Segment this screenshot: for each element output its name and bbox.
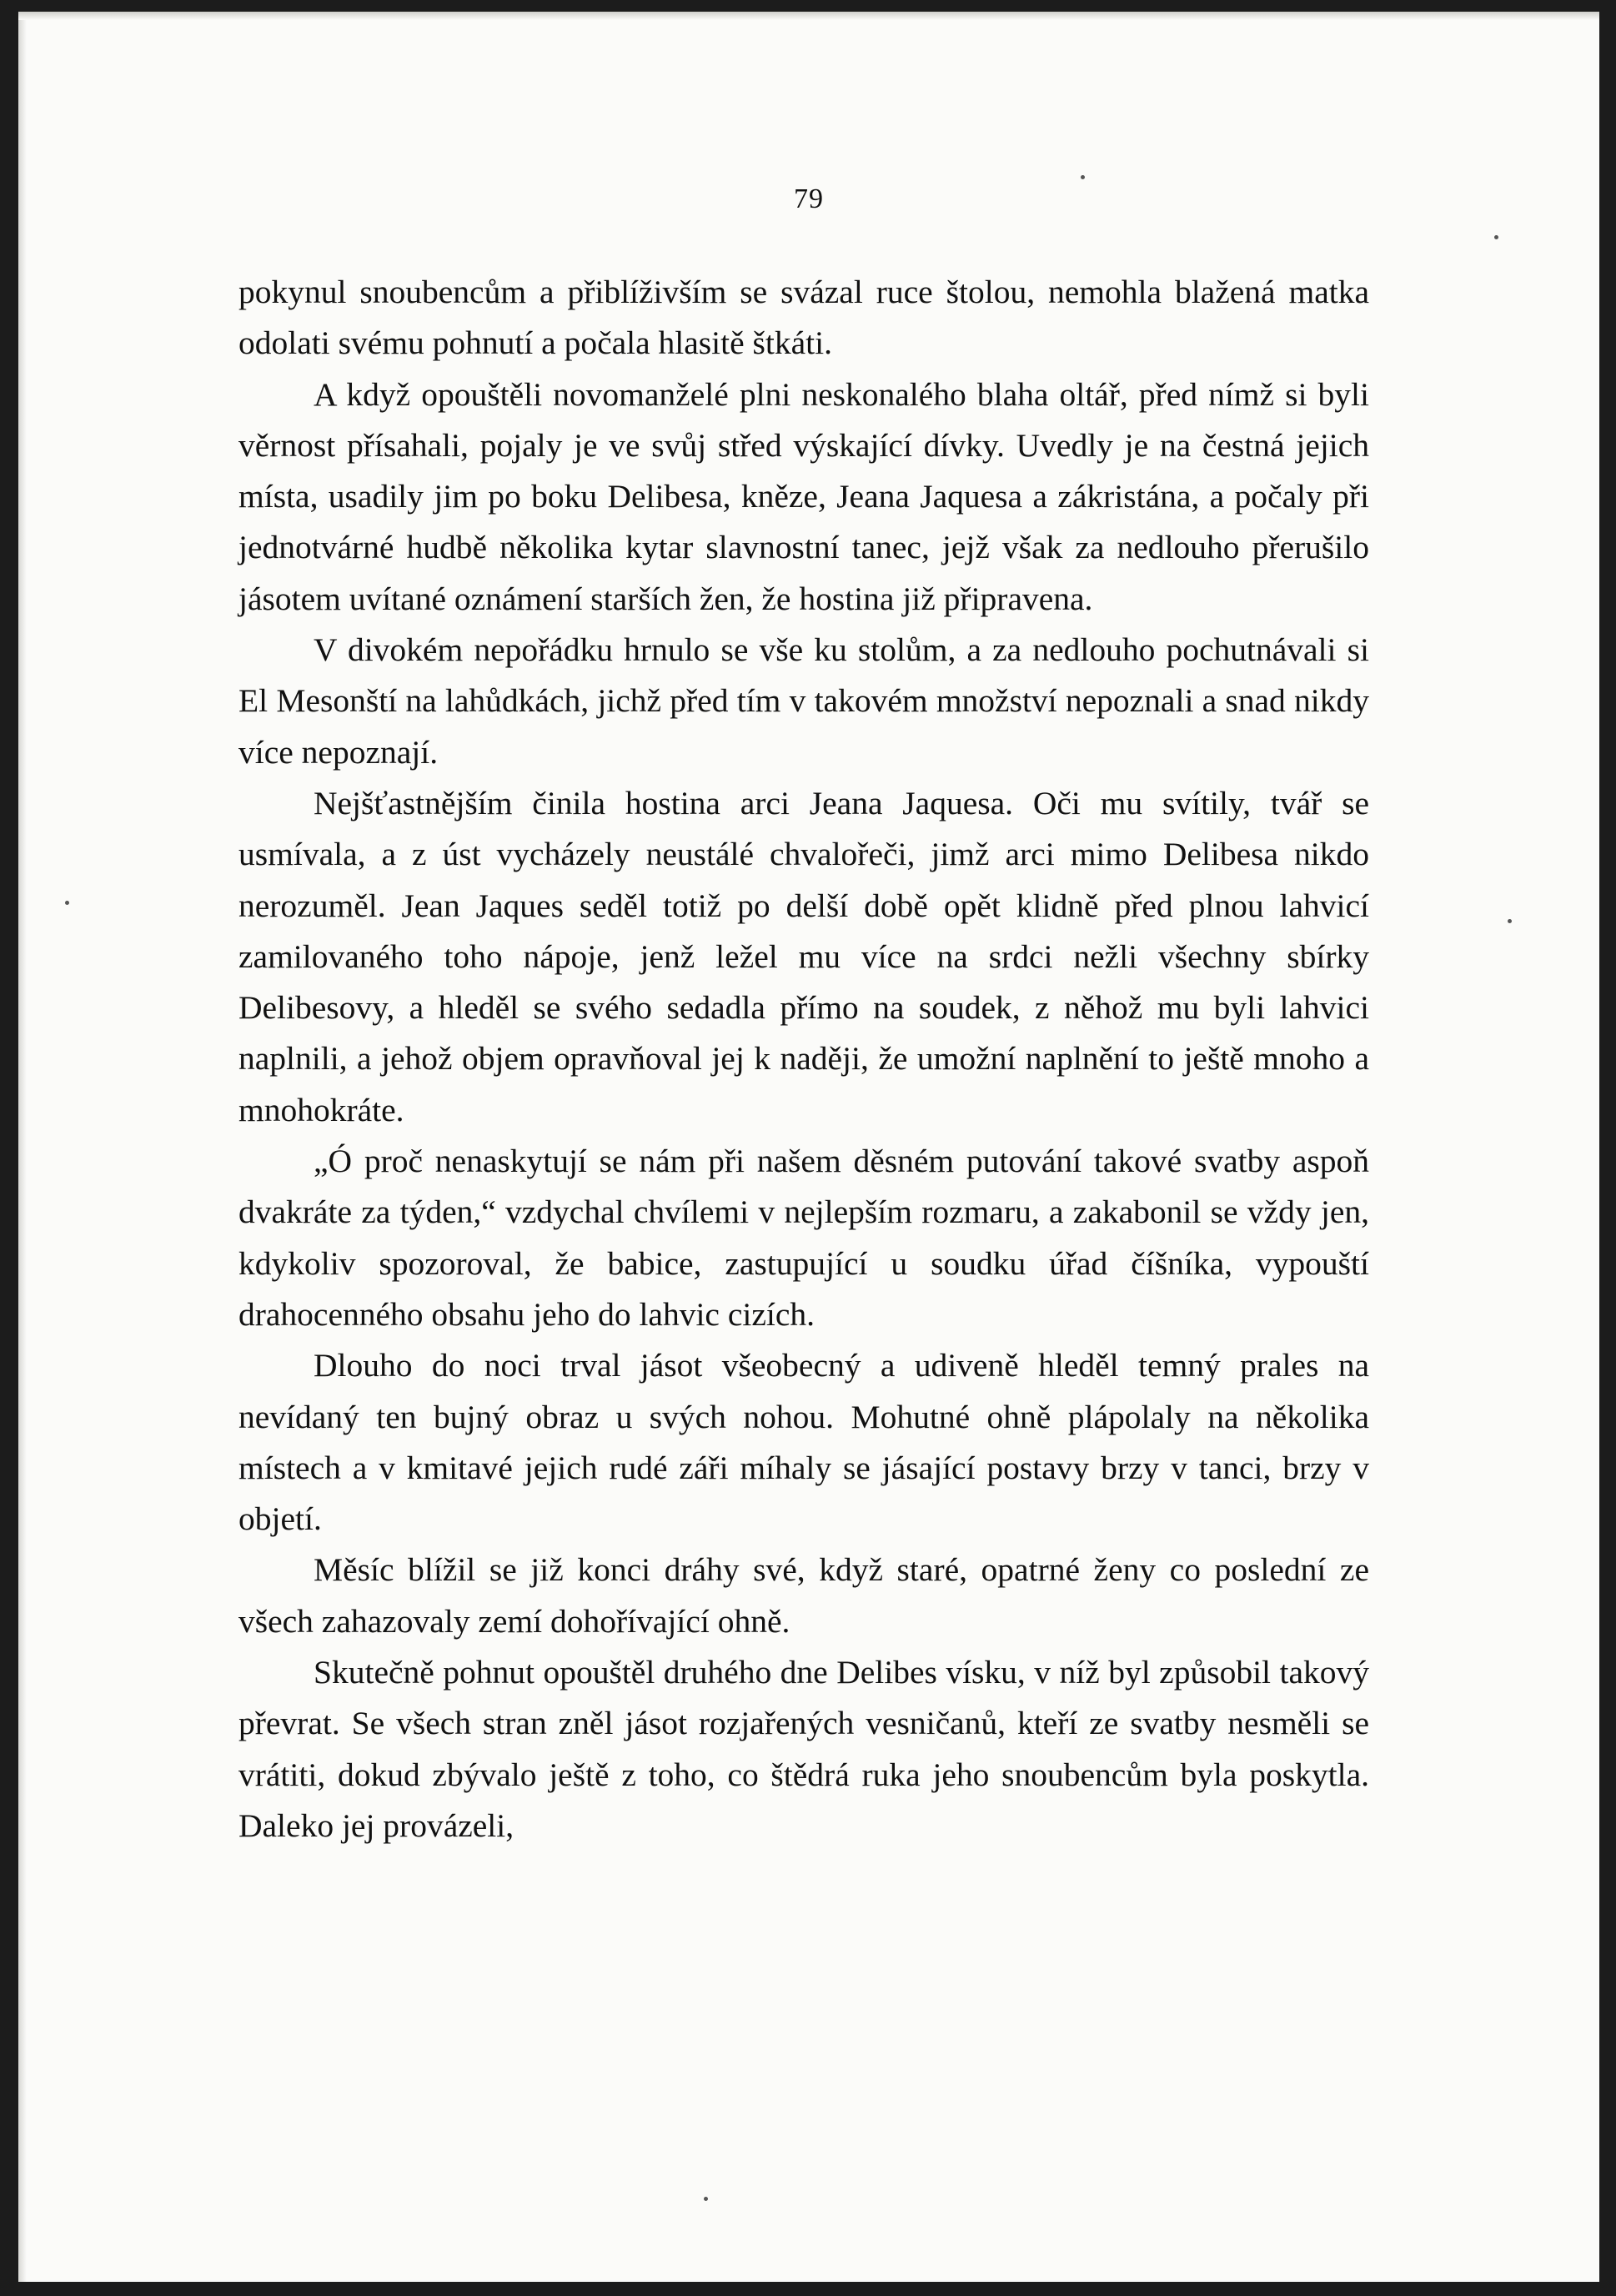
page-shadow-left [18, 12, 27, 2282]
paragraph: V divokém nepořádku hrnulo se vše ku stolům, a za nedlouho pochutnávali si El Mesonští na lahůdkách, jichž před tím v takovém množství nepoznali a snad nikdy více nepoznají. [238, 631, 1369, 771]
page-shadow-top [18, 12, 1599, 20]
paper-speck [65, 901, 69, 905]
paragraph: A když opouštěli novomanželé plni neskonalého blaha oltář, před nímž si byli věrnost přísahali, pojaly je ve svůj střed výskající dívky. Uvedly je na čestná jejich místa, usadily jim po boku Delibesa, kněze, Jeana Jaquesa a zákristána, a počaly při jednotvárné hudbě několika kytar slavnostní tanec, jejž však za nedlouho přerušilo jásotem uvítané oznámení starších žen, že hostina již připravena. [238, 375, 1369, 617]
paragraph: „Ó proč nenaskytují se nám při našem děsném putování takové svatby aspoň dvakráte za týden,“ vzdychal chvílemi v nejlepším rozmaru, a zakabonil se vždy jen, kdykoliv spozoroval, že babice, zastupující u soudku úřad číšníka, vypouští drahocenného obsahu jeho do lahvic cizích. [238, 1143, 1369, 1333]
paragraph: Dlouho do noci trval jásot všeobecný a udiveně hleděl temný prales na nevídaný ten bujný obraz u svých nohou. Mohutné ohně plápolaly na několika místech a v kmitavé jejich rudé záři míhaly se jásající postavy brzy v tanci, brzy v objetí. [238, 1347, 1369, 1538]
page-number: 79 [794, 183, 824, 214]
paper-speck [1494, 235, 1498, 239]
paper-speck [1081, 175, 1085, 179]
book-page [18, 12, 1599, 2282]
body-text [238, 267, 1369, 1851]
paragraph: Nejšťastnějším činila hostina arci Jeana Jaquesa. Oči mu svítily, tvář se usmívala, a z úst vycházely neustálé chvalořeči, jimž arci mimo Delibesa nikdo nerozuměl. Jean Jaques seděl totiž po delší době opět klidně před plnou lahvicí zamilovaného toho nápoje, jenž ležel mu více na srdci nežli všechny sbírky Delibesovy, a hleděl se svého sedadla přímo na soudek, z něhož mu byli lahvici naplnili, a jehož objem opravňoval jej k naději, že umožní naplnění to ještě mnoho a mnohokráte. [238, 784, 1369, 1128]
paragraph: Měsíc blížil se již konci dráhy své, když staré, opatrné ženy co poslední ze všech zahazovaly zemí dohořívající ohně. [238, 1551, 1369, 1640]
paragraph: Skutečně pohnut opouštěl druhého dne Delibes vísku, v níž byl způsobil takový převrat. Se všech stran zněl jásot rozjařených vesničanů, kteří ze svatby nesměli se vrátiti, dokud zbývalo ještě z toho, co štědrá ruka jeho snoubencům byla poskytla. Daleko jej provázeli, [238, 1654, 1369, 1844]
paper-speck [1508, 919, 1512, 923]
paragraph: pokynul snoubencům a přiblíživším se svázal ruce štolou, nemohla blažená matka odolati svému pohnutí a počala hlasitě štkáti. [238, 274, 1369, 362]
paper-speck [704, 2197, 708, 2201]
